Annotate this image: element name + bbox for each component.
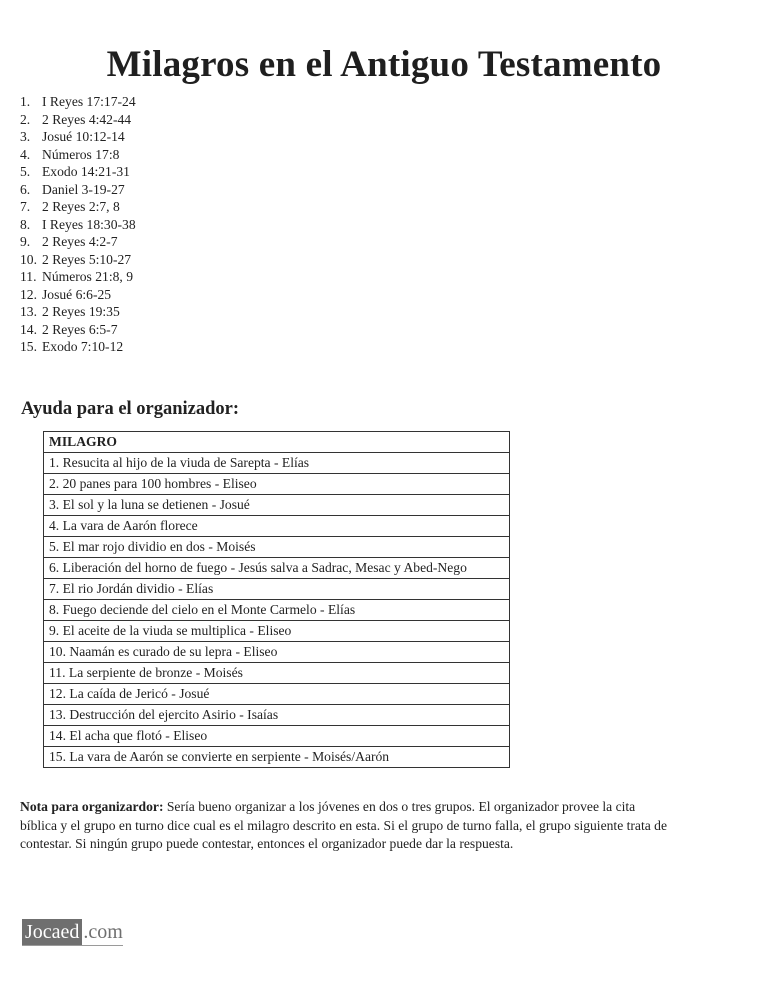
reference-number: 3. <box>20 129 31 144</box>
reference-number: 11. <box>20 269 37 284</box>
miracle-cell: 9. El aceite de la viuda se multiplica - Eliseo <box>44 621 510 642</box>
table-body <box>44 453 510 768</box>
miracle-cell: 5. El mar rojo dividio en dos - Moisés <box>44 537 510 558</box>
reference-text: 2 Reyes 4:42-44 <box>42 111 132 127</box>
reference-number: 1. <box>20 94 31 109</box>
note-label: Nota para organizardor: <box>20 799 164 814</box>
reference-text: 2 Reyes 6:5-7 <box>42 321 118 337</box>
table-row <box>44 747 510 768</box>
reference-text: Daniel 3-19-27 <box>42 181 125 197</box>
reference-item <box>20 93 136 111</box>
reference-text: I Reyes 17:17-24 <box>42 94 136 109</box>
miracle-cell: 10. Naamán es curado de su lepra - Eliseo <box>44 642 510 663</box>
note-text: Sería bueno organizar a los jóvenes en dos o tres grupos. El organizador provee la cita bíblica y el grupo en turno dice cual es el milagro descrito en esta. Si el grupo de turno falla, el grupo siguiente trata de contestar. Si ningún grupo puede contestar, entonces el organizador puede dar la respuesta. <box>20 799 668 851</box>
reference-text: 2 Reyes 19:35 <box>42 304 120 319</box>
reference-number: 14. <box>20 321 37 337</box>
miracle-cell: 4. La vara de Aarón florece <box>44 516 510 537</box>
reference-number: 9. <box>20 234 31 249</box>
miracle-cell: 6. Liberación del horno de fuego - Jesús salva a Sadrac, Mesac y Abed-Nego <box>44 558 510 579</box>
table-row <box>44 663 510 684</box>
reference-item <box>20 128 136 146</box>
reference-text: Números 17:8 <box>42 146 120 162</box>
miracle-cell: 13. Destrucción del ejercito Asirio - Isaías <box>44 705 510 726</box>
reference-text: Exodo 7:10-12 <box>42 339 124 354</box>
table-row <box>44 453 510 474</box>
page-title: Milagros en el Antiguo Testamento <box>106 43 662 85</box>
reference-number: 15. <box>20 339 37 354</box>
table-row <box>44 516 510 537</box>
miracle-cell: 12. La caída de Jericó - Josué <box>44 684 510 705</box>
miracle-cell: 7. El rio Jordán dividio - Elías <box>44 579 510 600</box>
reference-number: 6. <box>20 181 31 197</box>
reference-item <box>20 268 136 286</box>
reference-text: Josué 10:12-14 <box>42 129 125 144</box>
reference-item <box>20 233 136 251</box>
table-row <box>44 726 510 747</box>
reference-number: 10. <box>20 251 37 267</box>
reference-text: I Reyes 18:30-38 <box>42 216 136 232</box>
reference-item <box>20 181 136 199</box>
table-row <box>44 705 510 726</box>
table-row <box>44 537 510 558</box>
logo-name: Jocaed <box>22 919 82 945</box>
reference-item <box>20 338 136 356</box>
miracle-cell: 3. El sol y la luna se detienen - Josué <box>44 495 510 516</box>
reference-item <box>20 163 136 181</box>
reference-item <box>20 321 136 339</box>
reference-number: 4. <box>20 146 31 162</box>
reference-item <box>20 111 136 129</box>
reference-text: Josué 6:6-25 <box>42 286 112 302</box>
reference-number: 13. <box>20 304 37 319</box>
reference-item <box>20 251 136 269</box>
miracle-cell: 1. Resucita al hijo de la viuda de Sarepta - Elías <box>44 453 510 474</box>
table-header-row <box>44 432 510 453</box>
organizer-heading: Ayuda para el organizador: <box>21 399 240 419</box>
miracle-cell: 2. 20 panes para 100 hombres - Eliseo <box>44 474 510 495</box>
miracle-cell: 14. El acha que flotó - Eliseo <box>44 726 510 747</box>
reference-number: 12. <box>20 286 37 302</box>
miracle-cell: 15. La vara de Aarón se convierte en serpiente - Moisés/Aarón <box>44 747 510 768</box>
reference-number: 2. <box>20 111 31 127</box>
reference-text: Exodo 14:21-31 <box>42 164 130 179</box>
site-logo <box>22 919 123 946</box>
reference-text: 2 Reyes 5:10-27 <box>42 251 132 267</box>
reference-number: 7. <box>20 199 31 214</box>
reference-text: 2 Reyes 4:2-7 <box>42 234 118 249</box>
table-row <box>44 600 510 621</box>
reference-item <box>20 286 136 304</box>
reference-number: 5. <box>20 164 31 179</box>
reference-item <box>20 146 136 164</box>
reference-item <box>20 303 136 321</box>
table-row <box>44 558 510 579</box>
reference-text: 2 Reyes 2:7, 8 <box>42 199 120 214</box>
column-header-milagro: MILAGRO <box>44 432 510 453</box>
reference-item <box>20 216 136 234</box>
miracle-table <box>43 431 510 768</box>
miracle-cell: 11. La serpiente de bronze - Moisés <box>44 663 510 684</box>
reference-item <box>20 198 136 216</box>
reference-list <box>20 93 136 356</box>
logo-suffix: .com <box>83 921 123 943</box>
table-row <box>44 579 510 600</box>
table-row <box>44 474 510 495</box>
table-row <box>44 642 510 663</box>
reference-text: Números 21:8, 9 <box>42 269 133 284</box>
reference-number: 8. <box>20 216 31 232</box>
table-row <box>44 621 510 642</box>
table-row <box>44 495 510 516</box>
organizer-note <box>20 798 670 854</box>
table-row <box>44 684 510 705</box>
miracle-cell: 8. Fuego deciende del cielo en el Monte Carmelo - Elías <box>44 600 510 621</box>
